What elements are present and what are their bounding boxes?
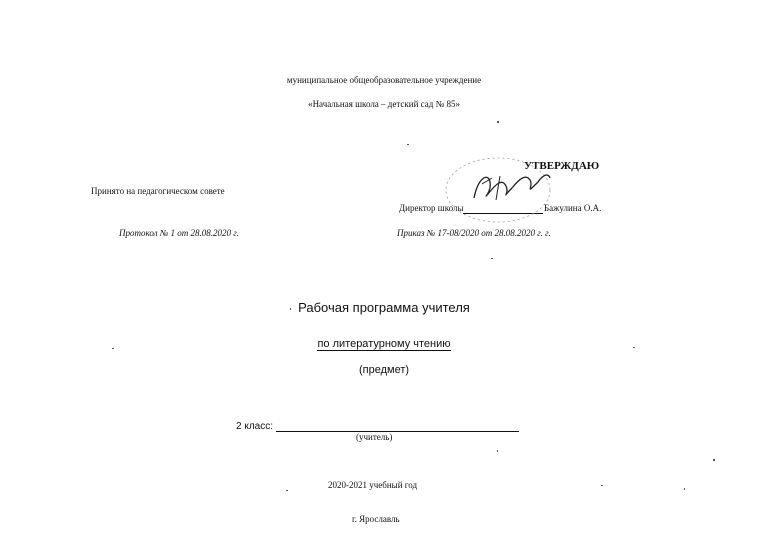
scan-speck	[497, 121, 499, 123]
scan-speck	[601, 485, 603, 486]
director-label: Директор школы	[399, 203, 464, 213]
class-label: 2 класс:	[236, 421, 274, 432]
director-name: Бажулина О.А.	[544, 203, 602, 213]
organization-type: муниципальное общеобразовательное учреждение	[286, 75, 482, 85]
signature-stroke	[474, 175, 550, 198]
city: г. Ярославль	[352, 514, 400, 524]
program-title: Рабочая программа учителя	[298, 300, 470, 315]
subject-row	[0, 334, 768, 352]
council-label: Принято на педагогическом совете	[91, 186, 225, 196]
scan-speck	[491, 258, 493, 259]
scan-speck	[684, 488, 685, 490]
signature-stamp	[430, 148, 570, 228]
approved-title: УТВЕРЖДАЮ	[524, 160, 600, 172]
order-text: Приказ № 17-08/2020 от 28.08.2020 г. г.	[397, 228, 551, 238]
signature-mark	[482, 176, 500, 200]
scan-speck	[713, 459, 715, 461]
teacher-caption: (учитель)	[356, 432, 393, 442]
scan-speck	[112, 348, 114, 349]
scan-speck	[633, 347, 635, 348]
scan-speck	[290, 308, 291, 310]
school-year: 2020-2021 учебный год	[328, 480, 418, 490]
subject-name: по литературному чтению	[317, 338, 451, 350]
scan-speck	[497, 450, 498, 452]
organization-name: «Начальная школа – детский сад № 85»	[308, 99, 460, 109]
teacher-line	[276, 431, 519, 432]
subject-caption: (предмет)	[358, 364, 410, 376]
protocol-text: Протокол № 1 от 28.08.2020 г.	[119, 228, 239, 238]
scan-speck	[286, 490, 288, 491]
scan-speck	[407, 144, 409, 145]
